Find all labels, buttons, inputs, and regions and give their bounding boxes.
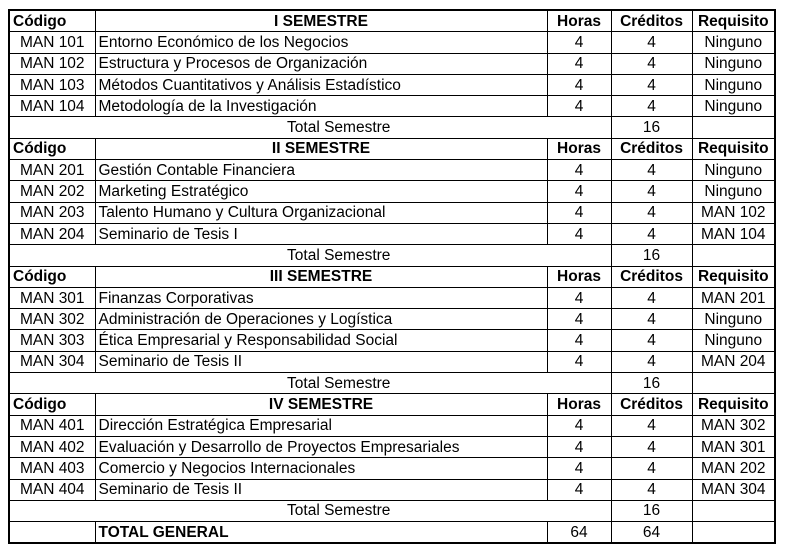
semester-total-credits: 16 — [611, 117, 692, 138]
course-code: MAN 402 — [9, 436, 95, 457]
course-name: Gestión Contable Financiera — [95, 160, 547, 181]
course-hours: 4 — [547, 436, 611, 457]
course-code: MAN 404 — [9, 479, 95, 500]
curriculum-table — [8, 9, 776, 544]
course-row — [9, 351, 775, 372]
course-row — [9, 436, 775, 457]
course-row — [9, 181, 775, 202]
grand-total-empty — [9, 522, 95, 544]
course-credits: 4 — [611, 74, 692, 95]
semester-header-row — [9, 10, 775, 32]
course-requirement: MAN 201 — [692, 287, 775, 308]
semester-header-row — [9, 394, 775, 415]
course-requirement: MAN 204 — [692, 351, 775, 372]
semester-total-label: Total Semestre — [9, 245, 611, 266]
requirement-column-header: Requisito — [692, 266, 775, 287]
course-credits: 4 — [611, 351, 692, 372]
course-row — [9, 53, 775, 74]
semester-total-empty — [692, 373, 775, 394]
course-name: Métodos Cuantitativos y Análisis Estadístico — [95, 74, 547, 95]
credits-column-header: Créditos — [611, 394, 692, 415]
course-requirement: Ninguno — [692, 96, 775, 117]
semester-total-credits: 16 — [611, 373, 692, 394]
course-row — [9, 479, 775, 500]
grand-total-row — [9, 522, 775, 544]
semester-total-empty — [692, 500, 775, 521]
hours-column-header: Horas — [547, 10, 611, 32]
course-code: MAN 203 — [9, 202, 95, 223]
course-name: Seminario de Tesis II — [95, 479, 547, 500]
course-credits: 4 — [611, 32, 692, 53]
course-name: Metodología de la Investigación — [95, 96, 547, 117]
course-hours: 4 — [547, 330, 611, 351]
course-code: MAN 204 — [9, 223, 95, 244]
course-row — [9, 415, 775, 436]
course-credits: 4 — [611, 479, 692, 500]
course-name: Comercio y Negocios Internacionales — [95, 458, 547, 479]
course-row — [9, 74, 775, 95]
semester-title: II SEMESTRE — [95, 138, 547, 159]
course-requirement: MAN 102 — [692, 202, 775, 223]
course-hours: 4 — [547, 32, 611, 53]
semester-total-credits: 16 — [611, 245, 692, 266]
course-credits: 4 — [611, 330, 692, 351]
course-code: MAN 103 — [9, 74, 95, 95]
grand-total-hours: 64 — [547, 522, 611, 544]
course-row — [9, 160, 775, 181]
course-row — [9, 458, 775, 479]
course-code: MAN 202 — [9, 181, 95, 202]
semester-header-row — [9, 138, 775, 159]
semester-total-row — [9, 245, 775, 266]
course-credits: 4 — [611, 96, 692, 117]
course-row — [9, 330, 775, 351]
course-code: MAN 302 — [9, 309, 95, 330]
code-column-header: Código — [9, 266, 95, 287]
code-column-header: Código — [9, 10, 95, 32]
course-name: Finanzas Corporativas — [95, 287, 547, 308]
course-hours: 4 — [547, 202, 611, 223]
course-hours: 4 — [547, 160, 611, 181]
course-code: MAN 201 — [9, 160, 95, 181]
course-requirement: Ninguno — [692, 32, 775, 53]
course-name: Ética Empresarial y Responsabilidad Social — [95, 330, 547, 351]
course-requirement: MAN 304 — [692, 479, 775, 500]
semester-title: IV SEMESTRE — [95, 394, 547, 415]
course-credits: 4 — [611, 287, 692, 308]
semester-total-empty — [692, 117, 775, 138]
semester-title: III SEMESTRE — [95, 266, 547, 287]
hours-column-header: Horas — [547, 266, 611, 287]
course-requirement: Ninguno — [692, 74, 775, 95]
course-name: Seminario de Tesis II — [95, 351, 547, 372]
code-column-header: Código — [9, 394, 95, 415]
course-name: Administración de Operaciones y Logística — [95, 309, 547, 330]
course-hours: 4 — [547, 309, 611, 330]
course-name: Evaluación y Desarrollo de Proyectos Empresariales — [95, 436, 547, 457]
course-requirement: Ninguno — [692, 309, 775, 330]
semester-total-credits: 16 — [611, 500, 692, 521]
requirement-column-header: Requisito — [692, 394, 775, 415]
credits-column-header: Créditos — [611, 10, 692, 32]
course-hours: 4 — [547, 74, 611, 95]
course-requirement: MAN 302 — [692, 415, 775, 436]
course-credits: 4 — [611, 53, 692, 74]
course-row — [9, 223, 775, 244]
curriculum-table-body — [9, 10, 775, 543]
course-row — [9, 32, 775, 53]
course-row — [9, 287, 775, 308]
course-requirement: Ninguno — [692, 181, 775, 202]
grand-total-empty-end — [692, 522, 775, 544]
grand-total-credits: 64 — [611, 522, 692, 544]
course-name: Estructura y Procesos de Organización — [95, 53, 547, 74]
course-code: MAN 304 — [9, 351, 95, 372]
course-code: MAN 403 — [9, 458, 95, 479]
course-row — [9, 96, 775, 117]
course-row — [9, 309, 775, 330]
hours-column-header: Horas — [547, 138, 611, 159]
course-requirement: Ninguno — [692, 330, 775, 351]
course-credits: 4 — [611, 436, 692, 457]
semester-total-label: Total Semestre — [9, 117, 611, 138]
course-hours: 4 — [547, 415, 611, 436]
course-credits: 4 — [611, 309, 692, 330]
course-name: Dirección Estratégica Empresarial — [95, 415, 547, 436]
course-hours: 4 — [547, 287, 611, 308]
grand-total-label: TOTAL GENERAL — [95, 522, 547, 544]
hours-column-header: Horas — [547, 394, 611, 415]
semester-header-row — [9, 266, 775, 287]
course-name: Seminario de Tesis I — [95, 223, 547, 244]
course-requirement: Ninguno — [692, 160, 775, 181]
requirement-column-header: Requisito — [692, 10, 775, 32]
course-credits: 4 — [611, 415, 692, 436]
credits-column-header: Créditos — [611, 266, 692, 287]
course-name: Entorno Económico de los Negocios — [95, 32, 547, 53]
semester-title: I SEMESTRE — [95, 10, 547, 32]
course-hours: 4 — [547, 53, 611, 74]
course-hours: 4 — [547, 458, 611, 479]
course-credits: 4 — [611, 223, 692, 244]
course-code: MAN 102 — [9, 53, 95, 74]
course-code: MAN 301 — [9, 287, 95, 308]
course-code: MAN 101 — [9, 32, 95, 53]
course-hours: 4 — [547, 351, 611, 372]
course-code: MAN 104 — [9, 96, 95, 117]
course-hours: 4 — [547, 223, 611, 244]
course-name: Marketing Estratégico — [95, 181, 547, 202]
requirement-column-header: Requisito — [692, 138, 775, 159]
course-name: Talento Humano y Cultura Organizacional — [95, 202, 547, 223]
course-requirement: MAN 301 — [692, 436, 775, 457]
semester-total-label: Total Semestre — [9, 500, 611, 521]
course-credits: 4 — [611, 458, 692, 479]
course-hours: 4 — [547, 479, 611, 500]
course-requirement: MAN 104 — [692, 223, 775, 244]
semester-total-row — [9, 373, 775, 394]
semester-total-row — [9, 117, 775, 138]
course-row — [9, 202, 775, 223]
course-hours: 4 — [547, 96, 611, 117]
course-code: MAN 401 — [9, 415, 95, 436]
course-code: MAN 303 — [9, 330, 95, 351]
course-requirement: MAN 202 — [692, 458, 775, 479]
course-credits: 4 — [611, 202, 692, 223]
course-credits: 4 — [611, 160, 692, 181]
semester-total-row — [9, 500, 775, 521]
course-credits: 4 — [611, 181, 692, 202]
code-column-header: Código — [9, 138, 95, 159]
course-requirement: Ninguno — [692, 53, 775, 74]
semester-total-empty — [692, 245, 775, 266]
course-hours: 4 — [547, 181, 611, 202]
credits-column-header: Créditos — [611, 138, 692, 159]
semester-total-label: Total Semestre — [9, 373, 611, 394]
